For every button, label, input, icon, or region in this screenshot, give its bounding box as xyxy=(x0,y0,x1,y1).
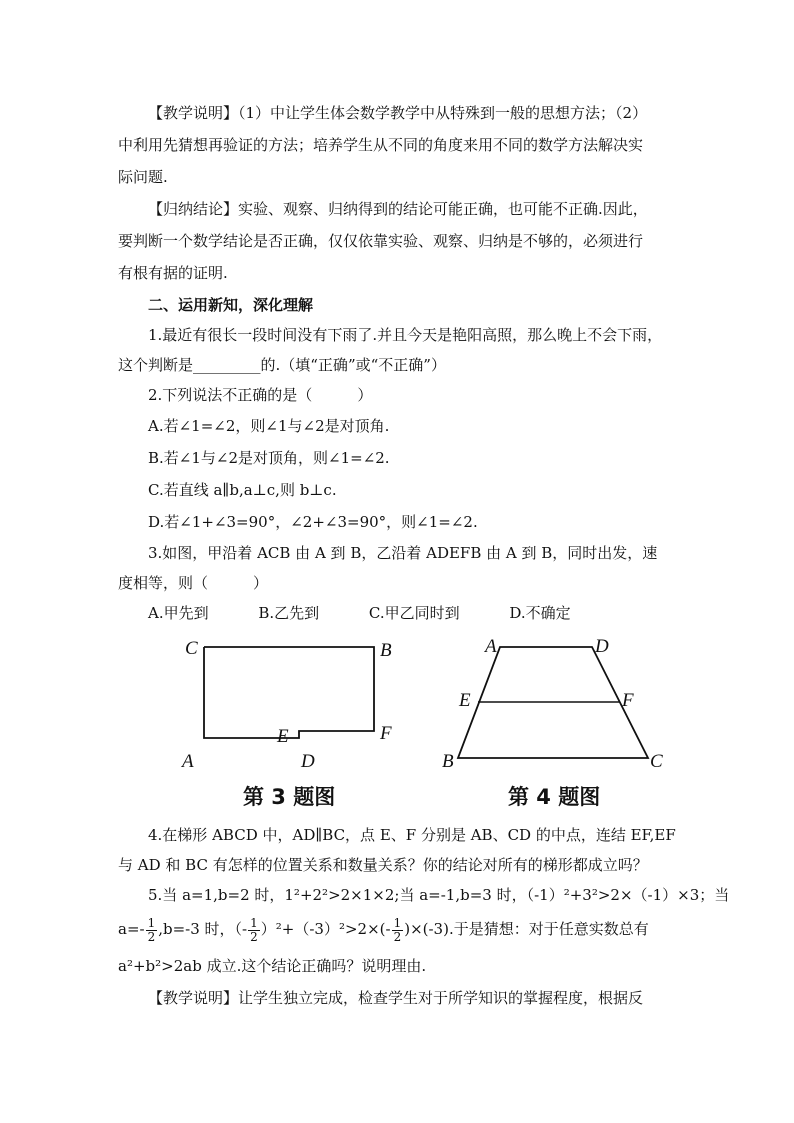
q5-text-c: ）²+（-3）²>2×(- xyxy=(260,920,391,938)
conclusion-line-1: 【归纳结论】实验、观察、归纳得到的结论可能正确，也可能不正确.因此， xyxy=(148,200,648,218)
figure-4-caption: 第 4 题图 xyxy=(508,785,601,809)
question-3-line-2: 度相等，则（ ） xyxy=(118,574,269,592)
teaching-note-2-line-1: 【教学说明】让学生独立完成，检查学生对于所学知识的掌握程度，根据反 xyxy=(148,989,644,1007)
fig4-label-e: E xyxy=(459,690,471,711)
section-heading: 二、运用新知，深化理解 xyxy=(148,296,314,314)
question-3-options: A.甲先到 B.乙先到 C.甲乙同时到 D.不确定 xyxy=(148,604,571,622)
question-5-line-3: a²+b²>2ab 成立.这个结论正确吗？说明理由. xyxy=(118,957,427,975)
question-2-option-b: B.若∠1与∠2是对顶角，则∠1=∠2. xyxy=(148,449,390,467)
fig4-label-c: C xyxy=(650,751,663,772)
fig3-label-b: B xyxy=(380,640,392,661)
q5-text-d: )×(-3).于是猜想：对于任意实数总有 xyxy=(404,920,649,938)
fig4-label-d: D xyxy=(595,636,609,657)
question-5-line-2 xyxy=(118,915,649,944)
q5-text-a: a=- xyxy=(118,920,145,938)
fraction-one-half: $\frac{1}{2}$ xyxy=(250,915,258,944)
figure-3-diagram xyxy=(176,630,412,778)
conclusion-line-2: 要判断一个数学结论是否正确，仅仅依靠实验、观察、归纳是不够的，必须进行 xyxy=(118,232,644,250)
question-4-line-1: 4.在梯形 ABCD 中，AD∥BC，点 E、F 分别是 AB、CD 的中点，连结 EF,EF xyxy=(148,826,676,844)
fig3-label-e: E xyxy=(277,726,289,747)
teaching-note-line-1: 【教学说明】（1）中让学生体会数学教学中从特殊到一般的思想方法；（2） xyxy=(148,104,648,122)
question-2-option-a: A.若∠1=∠2，则∠1与∠2是对顶角. xyxy=(148,417,390,435)
question-3-line-1: 3.如图，甲沿着 ACB 由 A 到 B，乙沿着 ADEFB 由 A 到 B，同时出发，速 xyxy=(148,544,658,562)
fig4-label-f: F xyxy=(622,690,634,711)
figure-3-polyline xyxy=(204,647,374,738)
conclusion-line-3: 有根有据的证明. xyxy=(118,264,228,282)
figure-3-caption: 第 3 题图 xyxy=(243,785,336,809)
figure-4-diagram xyxy=(436,630,676,778)
question-5-line-1: 5.当 a=1,b=2 时，1²+2²>2×1×2;当 a=-1,b=3 时，（-1）²+3²>2×（-1）×3；当 xyxy=(148,886,730,904)
question-2-option-d: D.若∠1+∠3=90°，∠2+∠3=90°，则∠1=∠2. xyxy=(148,513,478,531)
question-4-line-2: 与 AD 和 BC 有怎样的位置关系和数量关系？你的结论对所有的梯形都成立吗？ xyxy=(118,856,648,874)
question-1-line-1: 1.最近有很长一段时间没有下雨了.并且今天是艳阳高照，那么晚上不会下雨， xyxy=(148,326,663,344)
question-1-line-2: 这个判断是_________的.（填“正确”或“不正确”） xyxy=(118,356,446,374)
fraction-one-half: $\frac{1}{2}$ xyxy=(147,915,156,944)
fig3-label-f: F xyxy=(380,723,392,744)
question-2-option-c: C.若直线 a∥b,a⊥c,则 b⊥c. xyxy=(148,481,337,499)
q5-text-b: ,b=-3 时，（- xyxy=(158,920,248,938)
question-2: 2.下列说法不正确的是（ ） xyxy=(148,386,373,404)
teaching-note-line-2: 中利用先猜想再验证的方法；培养学生从不同的角度来用不同的数学方法解决实 xyxy=(118,136,644,154)
fraction-one-half: $\frac{1}{2}$ xyxy=(393,915,402,944)
fig4-label-a: A xyxy=(485,636,497,657)
fig3-label-c: C xyxy=(185,638,198,659)
fig3-label-d: D xyxy=(301,751,315,772)
fig4-label-b: B xyxy=(442,751,454,772)
fig3-label-a: A xyxy=(182,751,194,772)
teaching-note-line-3: 际问题. xyxy=(118,168,168,186)
